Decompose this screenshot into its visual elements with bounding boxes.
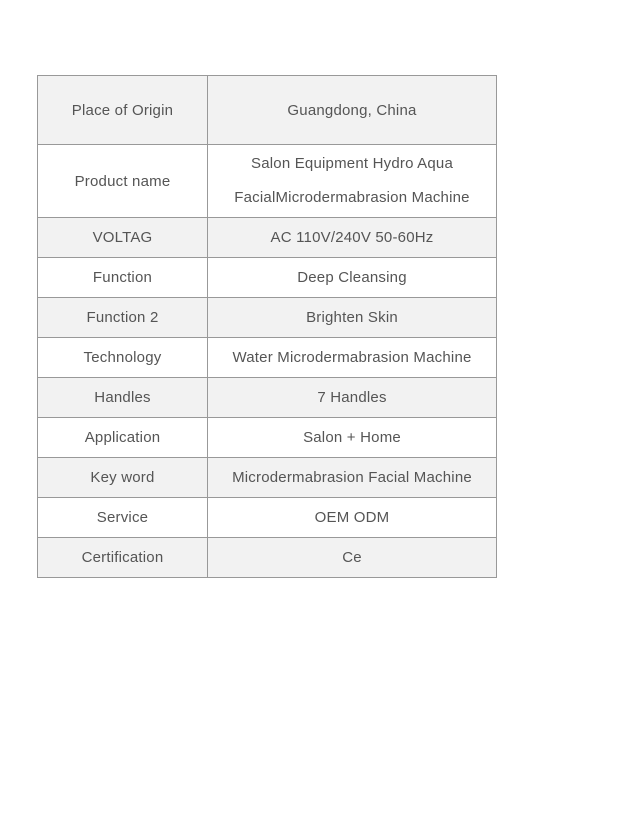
spec-label: Function (38, 258, 208, 298)
spec-value (208, 145, 497, 218)
table-row-service (38, 498, 497, 538)
product-specs-table (37, 75, 497, 578)
table-row-function (38, 258, 497, 298)
table-row-key-word (38, 458, 497, 498)
spec-value: Deep Cleansing (208, 258, 497, 298)
spec-value: AC 110V/240V 50-60Hz (208, 218, 497, 258)
table-row-certification (38, 538, 497, 578)
table-row-handles (38, 378, 497, 418)
spec-label: Place of Origin (38, 76, 208, 145)
spec-label: Function 2 (38, 298, 208, 338)
spec-value: Guangdong, China (208, 76, 497, 145)
table-row-product-name (38, 145, 497, 218)
spec-value-line: Salon Equipment Hydro Aqua (251, 155, 453, 172)
table-row-voltag (38, 218, 497, 258)
spec-value: 7 Handles (208, 378, 497, 418)
table-row-function-2 (38, 298, 497, 338)
spec-value: Microdermabrasion Facial Machine (208, 458, 497, 498)
spec-value: Brighten Skin (208, 298, 497, 338)
spec-value: Water Microdermabrasion Machine (208, 338, 497, 378)
spec-value-line: FacialMicrodermabrasion Machine (234, 189, 470, 206)
table-row-application (38, 418, 497, 458)
spec-value: OEM ODM (208, 498, 497, 538)
spec-label: Certification (38, 538, 208, 578)
spec-value: Salon + Home (208, 418, 497, 458)
spec-label: Handles (38, 378, 208, 418)
table-row-place-of-origin (38, 76, 497, 145)
table-row-technology (38, 338, 497, 378)
spec-label: Service (38, 498, 208, 538)
spec-label: Product name (38, 145, 208, 218)
spec-label: Application (38, 418, 208, 458)
spec-value: Ce (208, 538, 497, 578)
spec-label: Key word (38, 458, 208, 498)
spec-label: VOLTAG (38, 218, 208, 258)
spec-label: Technology (38, 338, 208, 378)
